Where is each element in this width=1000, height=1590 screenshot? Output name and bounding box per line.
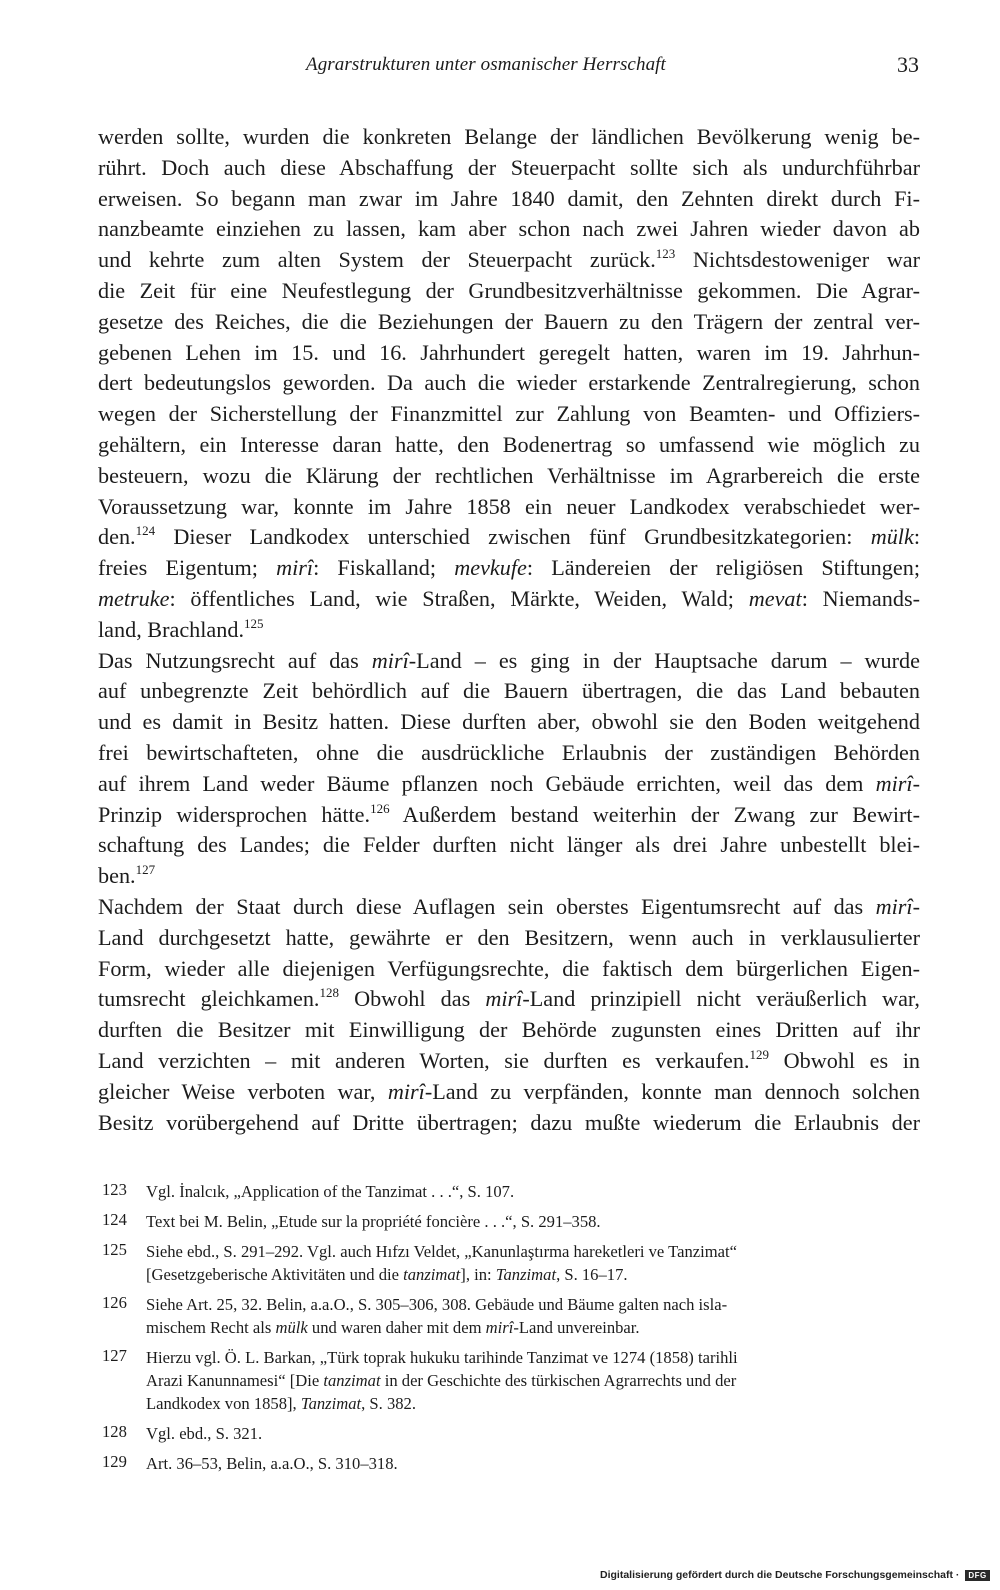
italic-term: Tanzimat [495,1265,557,1284]
text-run: - [912,770,920,796]
italic-term: mevkufe [454,555,527,581]
text-run: Voraussetzung war, konnte im Jahre 1858 ein neuer Landkodex verabschiedet wer- [98,493,920,519]
italic-term: mülk [870,524,914,550]
italic-term: mirî [485,1318,514,1337]
text-run: : Niemands- [801,585,920,611]
text-run: frei bewirtschafteten, ohne die ausdrückliche Erlaubnis der zuständigen Behörden [98,739,920,765]
text-run: , S. 382. [361,1394,416,1413]
footnote-number: 123 [102,1180,127,1199]
page-number: 33 [897,52,919,77]
text-line [98,522,920,553]
text-run: : öffentliches Land, wie Straßen, Märkte, Weiden, Wald; [169,585,749,611]
text-line [98,430,920,461]
text-line [98,276,920,307]
footnote-ref: 127 [135,862,156,878]
italic-term: mülk [275,1318,308,1337]
italic-term: mirî [875,893,913,919]
text-run: mischem Recht als [146,1318,276,1337]
text-run: Land verzichten – mit anderen Worten, sie durften es verkaufen. [98,1047,750,1073]
italic-term: mevat [748,585,802,611]
text-run: erweisen. So begann man zwar im Jahre 1840 damit, den Zehnten direkt durch Fi- [98,185,920,211]
text-line [98,184,920,215]
footnote-line [146,1392,922,1415]
footnote [102,1180,922,1203]
text-run: Arazi Kanunnamesi“ [Die [146,1371,324,1390]
text-run: gehältern, ein Interesse daran hatte, den Bodenertrag so umfassend wie möglich zu [98,431,920,457]
text-line [98,707,920,738]
footnotes [102,1180,922,1482]
text-run: tumsrecht gleichkamen. [98,986,320,1012]
text-run: gebenen Lehen im 15. und 16. Jahrhundert geregelt hatten, waren im 19. Jahrhun- [98,339,920,365]
text-line [98,646,920,677]
footnote-ref: 123 [655,246,676,262]
text-run: werden sollte, wurden die konkreten Belange der ländlichen Bevölkerung wenig be- [98,124,920,149]
digitization-credit [600,1569,990,1581]
text-run: schaftung des Landes; die Felder durften nicht länger als drei Jahre unbestellt blei- [98,832,920,858]
text-line [98,923,920,954]
footnote [102,1452,922,1475]
text-line [98,368,920,399]
text-run: die Zeit für eine Neufestlegung der Grundbesitzverhältnisse gekommen. Die Agrar- [98,277,920,303]
footnote-text [146,1240,922,1286]
text-run: freies Eigentum; [98,555,277,581]
footnote [102,1422,922,1445]
footnote-ref: 126 [370,800,390,816]
footnote-line [146,1240,922,1263]
text-line [98,122,920,153]
text-line [98,214,920,245]
footnote-line [146,1422,922,1445]
footnote-text [146,1210,922,1233]
text-run: -Land prinzipiell nicht veräußerlich war, [522,986,920,1012]
text-run: Obwohl das [338,986,486,1012]
text-run: : Fiskalland; [313,555,455,581]
italic-term: mirî [387,1078,425,1104]
footnote-ref: 128 [319,985,339,1001]
text-run: und waren daher mit dem [307,1318,486,1337]
footnote-line [146,1369,922,1392]
text-run: -Land – es ging in der Hauptsache darum – wurde [408,647,920,673]
italic-term: Tanzimat [300,1394,362,1413]
text-run: besteuern, wozu die Klärung der rechtlichen Verhältnisse im Agrarbereich die erste [98,462,920,488]
text-run: Außerdem bestand weiterhin der Zwang zur Bewirt- [389,801,920,827]
footnote-number: 126 [102,1293,127,1312]
text-run: Text bei M. Belin, „Etude sur la propriété foncière . . .“, S. 291–358. [146,1212,601,1231]
body-text [98,122,920,1138]
text-line [98,800,920,831]
footnote-line [146,1210,922,1233]
italic-term: tanzimat [403,1265,461,1284]
italic-term: mirî [485,986,523,1012]
text-line [98,399,920,430]
text-run: auf unbegrenzte Zeit behördlich auf die Bauern übertragen, die das Land bebauten [98,678,920,704]
footnote-line [146,1346,922,1369]
text-line [98,615,920,646]
text-run: gesetze des Reiches, die die Beziehungen der Bauern zu den Trägern der zentral ver- [98,308,920,334]
text-run: Art. 36–53, Belin, a.a.O., S. 310–318. [146,1454,398,1473]
text-run: Nachdem der Staat durch diese Auflagen sein oberstes Eigentumsrecht auf das [98,893,876,919]
footnote-text [146,1293,922,1339]
footnote-number: 129 [102,1452,127,1471]
text-run: Obwohl es in [769,1047,920,1073]
footnote-text [146,1452,922,1475]
text-run: -Land zu verpfänden, konnte man dennoch solchen [424,1078,920,1104]
text-line [98,461,920,492]
dfg-logo: DFG [965,1570,989,1581]
text-line [98,830,920,861]
text-run: ], in: [460,1265,496,1284]
text-run: Siehe ebd., S. 291–292. Vgl. auch Hıfzı Veldet, „Kanunlaştırma hareketleri ve Tanzimat“ [146,1242,737,1261]
italic-term: tanzimat [323,1371,381,1390]
text-run: nanzbeamte einziehen zu lassen, kam aber schon nach zwei Jahren wieder davon ab [98,216,920,242]
text-line [98,338,920,369]
text-run: Vgl. ebd., S. 321. [146,1424,263,1443]
text-run: Das Nutzungsrecht auf das [98,647,372,673]
italic-term: mirî [276,555,314,581]
text-run: Siehe Art. 25, 32. Belin, a.a.O., S. 305–306, 308. Gebäude und Bäume galten nach isla- [146,1295,728,1314]
running-header-title: Agrarstrukturen unter osmanischer Herrschaft [306,54,666,75]
text-run: Dieser Landkodex unterschied zwischen fünf Grundbesitzkategorien: [155,524,871,550]
footnote-ref: 124 [135,523,156,539]
text-run: auf ihrem Land weder Bäume pflanzen noch Gebäude errichten, weil das dem [98,770,876,796]
text-run: und es damit in Besitz hatten. Diese durften aber, obwohl sie den Boden weitgehend [98,709,920,735]
text-line [98,738,920,769]
text-line [98,492,920,523]
footnote-ref: 129 [749,1046,769,1062]
text-line [98,245,920,276]
footnote-number: 124 [102,1210,127,1229]
text-run: wegen der Sicherstellung der Finanzmittel zur Zahlung von Beamten- und Offiziers- [98,401,920,427]
text-line [98,954,920,985]
footnote-text [146,1422,922,1445]
footnote-line [146,1316,922,1339]
text-line [98,1015,920,1046]
text-run: Form, wieder alle diejenigen Verfügungsrechte, die faktisch dem bürgerlichen Eigen- [98,955,920,981]
text-run: - [912,893,920,919]
footnote-text [146,1346,922,1415]
footnote [102,1346,922,1415]
text-run: -Land unvereinbar. [513,1318,640,1337]
text-run: Vgl. İnalcık, „Application of the Tanzimat . . .“, S. 107. [146,1182,515,1201]
footnote-line [146,1452,922,1475]
footnote-line [146,1293,922,1316]
italic-term: mirî [875,770,913,796]
text-run: [Gesetzgeberische Aktivitäten und die [146,1265,404,1284]
footnote-line [146,1263,922,1286]
text-line [98,861,920,892]
credit-text: Digitalisierung gefördert durch die Deutsche Forschungsgemeinschaft · [600,1569,960,1581]
italic-term: metruke [98,585,170,611]
footnote-line [146,1180,922,1203]
text-run: , S. 16–17. [556,1265,628,1284]
text-line [98,153,920,184]
footnote [102,1240,922,1286]
footnote-ref: 125 [244,615,264,631]
text-run: : Ländereien der religiösen Stiftungen; [526,555,920,581]
text-run: ben. [98,863,136,889]
text-run: Besitz vorübergehend auf Dritte übertragen; dazu mußte wiederum die Erlaubnis der [98,1109,920,1135]
text-line [98,892,920,923]
text-run: dert bedeutungslos geworden. Da auch die wieder erstarkende Zentralregierung, schon [98,370,920,396]
text-run: Nichtsdestoweniger war [675,247,920,273]
italic-term: mirî [371,647,409,673]
text-run: den. [98,524,136,550]
text-run: Landkodex von 1858], [146,1394,301,1413]
footnote-number: 125 [102,1240,127,1259]
text-run: durften die Besitzer mit Einwilligung der Behörde zugunsten eines Dritten auf ihr [98,1017,920,1043]
text-run: Prinzip widersprochen hätte. [98,801,371,827]
footnote-number: 127 [102,1346,127,1365]
footnote-text [146,1180,922,1203]
text-run: : [913,524,920,550]
footnote [102,1293,922,1339]
text-run: Land durchgesetzt hatte, gewährte er den Besitzern, wenn auch in verklausulierter [98,924,920,950]
text-line [98,584,920,615]
text-run: in der Geschichte des türkischen Agrarrechts und der [380,1371,737,1390]
text-line [98,553,920,584]
text-line [98,676,920,707]
text-line [98,307,920,338]
text-line [98,1077,920,1108]
text-run: rührt. Doch auch diese Abschaffung der Steuerpacht sollte sich als undurchführbar [98,154,920,180]
text-run: Hierzu vgl. Ö. L. Barkan, „Türk toprak hukuku tarihinde Tanzimat ve 1274 (1858) tarihli [146,1348,738,1367]
text-line [98,984,920,1015]
text-run: und kehrte zum alten System der Steuerpacht zurück. [98,247,656,273]
footnote-number: 128 [102,1422,127,1441]
footnote [102,1210,922,1233]
text-run: gleicher Weise verboten war, [98,1078,388,1104]
text-line [98,1046,920,1077]
text-run: land, Brachland. [98,616,245,642]
text-line [98,1108,920,1139]
text-line [98,769,920,800]
